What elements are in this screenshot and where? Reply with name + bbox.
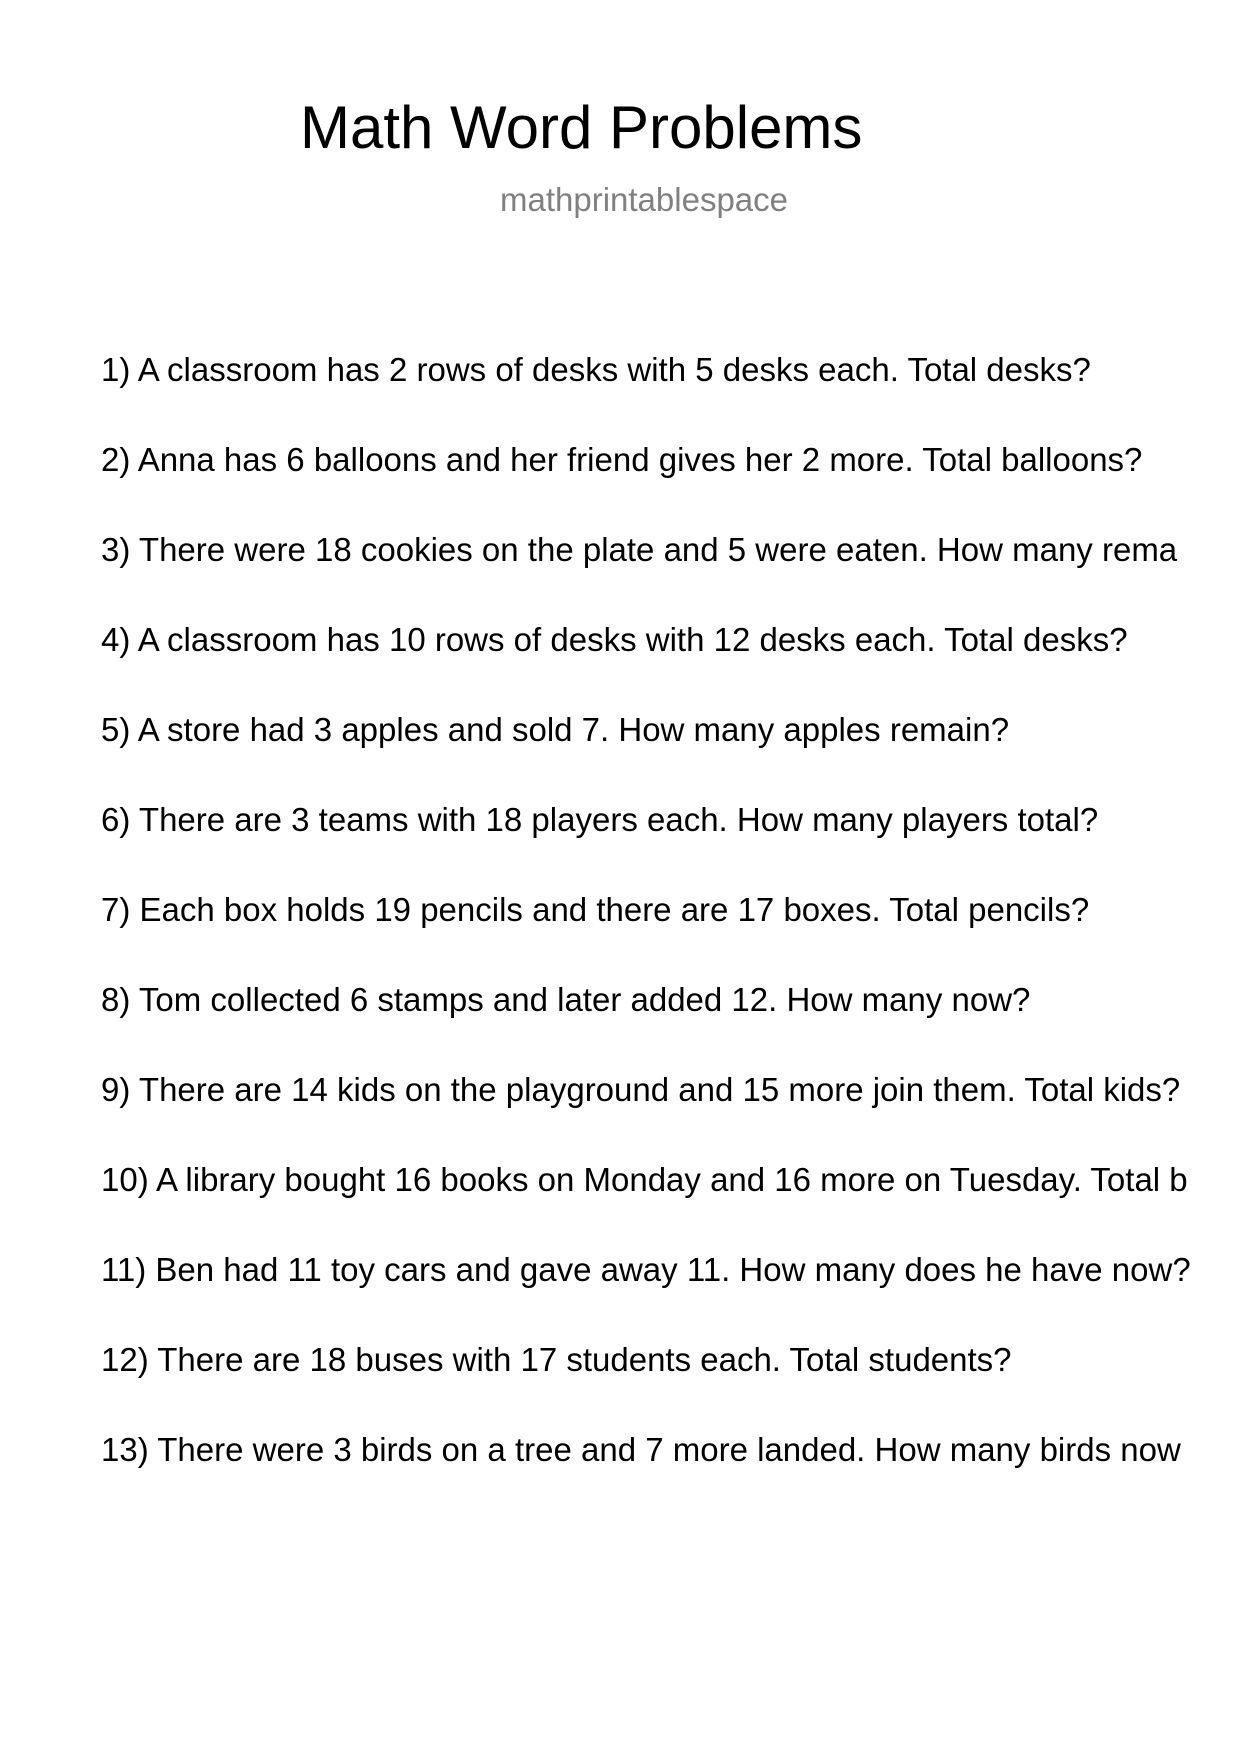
problem-item: 9) There are 14 kids on the playground and 15 more join them. Total kids?	[101, 1071, 1181, 1108]
problem-item: 8) Tom collected 6 stamps and later added 12. How many now?	[101, 981, 1031, 1018]
problem-item: 7) Each box holds 19 pencils and there are 17 boxes. Total pencils?	[101, 891, 1090, 928]
problem-item: 10) A library bought 16 books on Monday and 16 more on Tuesday. Total b	[101, 1161, 1188, 1198]
problem-item: 3) There were 18 cookies on the plate and 5 were eaten. How many rema	[101, 531, 1178, 568]
problem-list	[101, 350, 1240, 1520]
problem-item: 5) A store had 3 apples and sold 7. How many apples remain?	[101, 711, 1010, 748]
problem-item: 1) A classroom has 2 rows of desks with 5 desks each. Total desks?	[101, 351, 1091, 388]
worksheet-source: mathprintablespace	[500, 181, 789, 218]
problem-item: 6) There are 3 teams with 18 players each. How many players total?	[101, 801, 1099, 838]
worksheet-title: Math Word Problems	[300, 94, 863, 161]
problem-item: 4) A classroom has 10 rows of desks with 12 desks each. Total desks?	[101, 621, 1128, 658]
problem-item: 2) Anna has 6 balloons and her friend gives her 2 more. Total balloons?	[101, 441, 1143, 478]
problem-item: 11) Ben had 11 toy cars and gave away 11. How many does he have now?	[101, 1251, 1191, 1288]
problem-item: 13) There were 3 birds on a tree and 7 more landed. How many birds now	[101, 1431, 1181, 1468]
problem-item: 12) There are 18 buses with 17 students each. Total students?	[101, 1341, 1012, 1378]
